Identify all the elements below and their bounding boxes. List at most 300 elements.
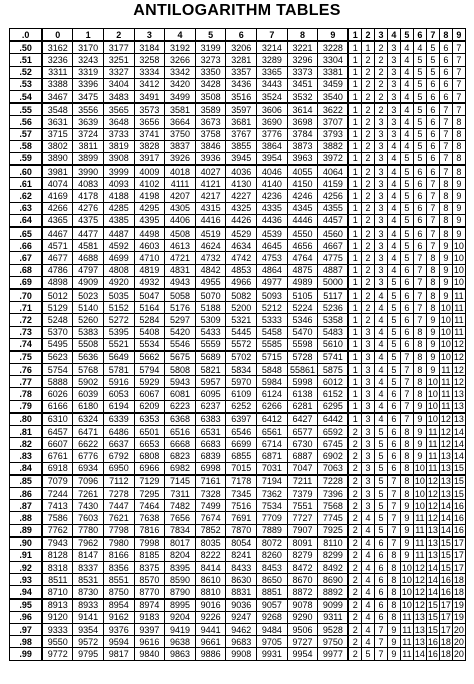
antilog-value-cell: 4121 [195,178,226,190]
table-row [10,202,466,214]
row-label: .52 [10,66,43,78]
antilog-value-cell: 7178 [226,475,257,488]
mean-difference-cell: 3 [374,227,387,240]
antilog-value-cell: 5970 [226,376,257,388]
antilog-value-cell: 4508 [165,227,196,240]
antilog-value-cell: 7447 [103,500,134,512]
mean-difference-cell: 6 [426,90,439,103]
mean-difference-cell: 5 [426,66,439,78]
mean-difference-cell: 8 [413,388,426,400]
mean-difference-cell: 12 [440,426,451,437]
mean-difference-cell: 4 [400,90,413,103]
antilog-value-cell: 9705 [257,636,288,648]
antilog-value-cell: 8710 [42,586,73,599]
row-label: .92 [10,562,43,574]
mean-difference-cell: 12 [453,352,464,363]
antilog-value-cell: 4898 [42,276,73,289]
row-label: .58 [10,140,43,152]
antilog-value-cell: 7345 [226,487,257,499]
antilog-value-cell: 6761 [42,450,73,462]
header-mantissa-col: 8 [287,29,318,42]
antilog-value-cell: 8166 [103,549,134,561]
mean-difference-cell: 7 [400,351,413,364]
mean-difference-cell: 11 [415,525,425,536]
antilog-value-cell: 4667 [318,240,349,252]
antilog-value-cell: 5585 [257,338,288,351]
header-mantissa-col: 1 [73,29,104,42]
antilog-value-cell: 6209 [134,400,165,413]
mean-difference-cell: 7 [439,116,452,128]
row-label: .93 [10,574,43,586]
row-label: .77 [10,376,43,388]
mean-difference-cell: 9 [426,351,439,364]
mean-difference-cell: 5 [387,364,400,376]
mean-difference-cell: 5 [400,202,413,214]
mean-difference-cell: 5 [374,512,387,524]
antilog-value-cell: 4989 [287,276,318,289]
table-row [10,549,466,561]
row-label: .55 [10,103,43,116]
antilog-value-cell: 5808 [165,364,196,376]
mean-difference-cell: 6 [439,54,452,66]
mean-difference-cell: 6 [387,450,400,462]
row-label: .60 [10,165,43,178]
antilog-value-cell: 4875 [287,264,318,276]
antilog-value-cell: 7762 [42,524,73,537]
mean-difference-cell: 2 [348,586,361,599]
mean-difference-cell: 4 [361,512,374,524]
mean-difference-cell: 2 [361,227,374,240]
antilog-value-cell: 3228 [318,41,349,54]
antilog-value-cell: 7499 [195,500,226,512]
mean-difference-cell: 11 [441,401,451,412]
mean-difference-cell: 8 [439,214,452,227]
antilog-value-cell: 5610 [318,338,349,351]
row-label: .56 [10,116,43,128]
antilog-value-cell: 8204 [165,549,196,561]
mean-difference-cell: 7 [413,314,426,326]
mean-difference-cell: 3 [361,475,374,488]
antilog-value-cell: 4753 [257,252,288,264]
antilog-value-cell: 9550 [42,636,73,648]
mean-difference-cell: 2 [348,512,361,524]
mean-difference-cell: 20 [453,636,464,647]
antilog-value-cell: 7295 [134,487,165,499]
antilog-value-cell: 4111 [165,178,196,190]
mean-difference-cell: 2 [348,487,361,499]
antilog-value-cell: 4345 [287,202,318,214]
table-row [10,562,466,574]
antilog-value-cell: 8318 [42,562,73,574]
mean-difference-cell: 8 [413,326,426,338]
mean-difference-cell: 2 [361,240,374,252]
mean-difference-cell: 2 [348,524,361,537]
mean-difference-cell: 13 [440,476,451,487]
mean-difference-cell: 9 [426,364,439,376]
header-mean-diff-col: 4 [387,29,400,42]
antilog-value-cell: 3784 [287,128,318,140]
antilog-value-cell: 6998 [195,462,226,475]
mean-difference-cell: 11 [402,648,412,659]
mean-difference-cell: 3 [361,326,374,338]
antilog-value-cell: 9661 [195,636,226,648]
antilog-value-cell: 9247 [226,611,257,623]
antilog-value-cell: 5715 [257,351,288,364]
mean-difference-cell: 9 [387,624,400,636]
antilog-value-cell: 5875 [318,364,349,376]
header-mean-diff-col: 7 [426,29,439,42]
antilog-value-cell: 3864 [257,140,288,152]
antilog-value-cell: 8414 [195,562,226,574]
antilog-value-cell: 5248 [42,314,73,326]
mean-difference-cell: 8 [387,611,400,623]
antilog-value-cell: 3664 [165,116,196,128]
antilog-value-cell: 4150 [287,178,318,190]
mean-difference-cell: 6 [413,202,426,214]
mean-difference-cell: 4 [387,190,400,202]
mean-difference-cell: 12 [453,376,464,387]
mean-difference-cell: 5 [387,314,400,326]
antilog-value-cell: 6152 [318,388,349,400]
antilog-value-cell: 5470 [287,326,318,338]
mean-difference-cell: 6 [413,190,426,202]
antilog-value-cell: 3954 [257,152,288,165]
antilog-value-cell: 4613 [165,240,196,252]
antilog-value-cell: 8750 [103,586,134,599]
row-label: .74 [10,338,43,351]
antilog-value-cell: 7727 [287,512,318,524]
mean-difference-cell: 5 [400,165,413,178]
mean-difference-cell: 8 [400,438,413,450]
antilog-value-cell: 5333 [257,314,288,326]
antilog-value-cell: 5483 [318,326,349,338]
antilog-value-cell: 4943 [165,276,196,289]
antilog-value-cell: 5649 [103,351,134,364]
mean-difference-cell: 5 [400,152,413,165]
mean-difference-cell: 6 [400,338,413,351]
antilog-value-cell: 7063 [318,462,349,475]
mean-difference-cell: 1 [348,314,361,326]
antilog-value-cell: 9016 [195,599,226,612]
mean-difference-cell: 5 [374,450,387,462]
antilog-value-cell: 5458 [257,326,288,338]
mean-difference-cell: 2 [348,611,361,623]
antilog-value-cell: 3855 [226,140,257,152]
row-label: .54 [10,90,43,103]
table-row [10,624,466,636]
antilog-value-cell: 3882 [318,140,349,152]
antilog-value-cell: 4560 [318,227,349,240]
mean-difference-cell: 8 [413,351,426,364]
antilog-value-cell: 9484 [257,624,288,636]
mean-difference-cell: 2 [348,438,361,450]
antilog-value-cell: 4592 [103,240,134,252]
mean-difference-cell: 3 [387,54,400,66]
header-mean-diff-col: 8 [439,29,452,42]
header-mantissa-col: 5 [195,29,226,42]
mean-difference-cell: 6 [387,438,400,450]
mean-difference-cell: 7 [413,289,426,302]
row-label: .65 [10,227,43,240]
antilog-value-cell: 3802 [42,140,73,152]
mean-difference-cell: 6 [374,549,387,561]
antilog-value-cell: 4159 [318,178,349,190]
mean-difference-cell: 8 [426,276,439,289]
antilog-value-cell: 4130 [226,178,257,190]
mean-difference-cell: 4 [387,252,400,264]
row-label: .86 [10,487,43,499]
mean-difference-cell: 11 [428,426,438,437]
antilog-value-cell: 3459 [318,78,349,90]
mean-difference-cell: 11 [441,389,451,400]
mean-difference-cell: 4 [400,54,413,66]
mean-difference-cell: 8 [452,152,465,165]
mean-difference-cell: 6 [400,276,413,289]
antilog-value-cell: 7568 [318,500,349,512]
antilog-value-cell: 3631 [42,116,73,128]
antilog-value-cell: 5420 [165,326,196,338]
antilog-value-cell: 7244 [42,487,73,499]
mean-difference-cell: 13 [414,624,425,635]
antilog-value-cell: 3758 [195,128,226,140]
antilog-value-cell: 6823 [165,450,196,462]
antilog-value-cell: 5093 [257,289,288,302]
mean-difference-cell: 5 [413,140,426,152]
table-row [10,599,466,612]
mean-difference-cell: 5 [400,214,413,227]
mean-difference-cell: 2 [361,214,374,227]
antilog-value-cell: 6237 [195,400,226,413]
antilog-value-cell: 8730 [73,586,104,599]
mean-difference-cell: 18 [453,574,464,585]
mean-difference-cell: 6 [413,227,426,240]
antilog-value-cell: 4853 [226,264,257,276]
antilog-value-cell: 9863 [165,648,196,660]
table-row [10,264,466,276]
antilog-value-cell: 8851 [257,586,288,599]
antilog-value-cell: 4656 [287,240,318,252]
antilog-value-cell: 5546 [165,338,196,351]
mean-difference-cell: 5 [387,289,400,302]
row-label: .59 [10,152,43,165]
antilog-value-cell: 6699 [226,438,257,450]
antilog-value-cell: 4977 [257,276,288,289]
antilog-value-cell: 5675 [165,351,196,364]
mean-difference-cell: 1 [348,364,361,376]
table-row [10,450,466,462]
table-row [10,214,466,227]
antilog-value-cell: 8091 [287,537,318,550]
antilog-value-cell: 4018 [165,165,196,178]
antilog-value-cell: 7396 [318,487,349,499]
antilog-value-cell: 7638 [134,512,165,524]
mean-difference-cell: 4 [361,574,374,586]
antilog-value-cell: 6053 [103,388,134,400]
antilog-value-cell: 7211 [287,475,318,488]
mean-difference-cell: 7 [413,252,426,264]
row-label: .69 [10,276,43,289]
antilog-value-cell: 4083 [73,178,104,190]
mean-difference-cell: 7 [426,202,439,214]
mean-difference-cell: 8 [400,475,413,488]
table-row [10,140,466,152]
antilog-value-cell: 4036 [226,165,257,178]
antilog-value-cell: 6310 [42,413,73,426]
mean-difference-cell: 9 [400,512,413,524]
antilog-value-cell: 3828 [134,140,165,152]
table-row [10,611,466,623]
mean-difference-cell: 9 [400,537,413,550]
mean-difference-cell: 8 [426,302,439,314]
mean-difference-cell: 2 [348,562,361,574]
mean-difference-cell: 20 [453,624,464,635]
mean-difference-cell: 6 [374,574,387,586]
antilog-value-cell: 8511 [42,574,73,586]
mean-difference-cell: 7 [426,240,439,252]
antilog-value-cell: 6012 [318,376,349,388]
header-mean-diff-col: 3 [374,29,387,42]
antilog-value-cell: 6668 [165,438,196,450]
mean-difference-cell: 12 [414,574,425,585]
antilog-value-cell: 7998 [134,537,165,550]
mean-difference-cell: 11 [428,450,438,461]
antilog-value-cell: 4325 [226,202,257,214]
antilog-value-cell: 4305 [165,202,196,214]
mean-difference-cell: 14 [453,450,464,461]
row-label: .71 [10,302,43,314]
mean-difference-cell: 8 [426,264,439,276]
antilog-value-cell: 6081 [165,388,196,400]
mean-difference-cell: 11 [402,612,412,623]
mean-difference-cell: 6 [400,289,413,302]
antilog-value-cell: 3296 [287,54,318,66]
mean-difference-cell: 3 [374,178,387,190]
antilog-value-cell: 8551 [103,574,134,586]
mean-difference-cell: 5 [400,190,413,202]
antilog-value-cell: 5508 [73,338,104,351]
antilog-value-cell: 6683 [195,438,226,450]
antilog-value-cell: 7852 [195,524,226,537]
table-row [10,252,466,264]
antilog-value-cell: 3475 [73,90,104,103]
mean-difference-cell: 7 [387,500,400,512]
mean-difference-cell: 5 [400,227,413,240]
mean-difference-cell: 9 [387,636,400,648]
mean-difference-cell: 8 [439,227,452,240]
mean-difference-cell: 6 [400,264,413,276]
row-label: .63 [10,202,43,214]
mean-difference-cell: 7 [439,128,452,140]
antilog-value-cell: 3304 [318,54,349,66]
mean-difference-cell: 11 [441,376,451,387]
mean-difference-cell: 3 [387,116,400,128]
mean-difference-cell: 2 [361,78,374,90]
mean-difference-cell: 7 [452,103,465,116]
mean-difference-cell: 17 [440,624,451,635]
antilog-value-cell: 5534 [134,338,165,351]
antilog-value-cell: 3491 [134,90,165,103]
antilog-value-cell: 9616 [134,636,165,648]
row-label: .95 [10,599,43,612]
antilog-value-cell: 4335 [257,202,288,214]
mean-difference-cell: 11 [428,438,438,449]
header-corner: .0 [10,29,43,42]
mean-difference-cell: 4 [361,549,374,561]
antilog-value-cell: 8531 [73,574,104,586]
mean-difference-cell: 7 [452,41,465,54]
mean-difference-cell: 4 [400,140,413,152]
antilog-value-cell: 8974 [134,599,165,612]
antilog-value-cell: 3972 [318,152,349,165]
mean-difference-cell: 4 [413,41,426,54]
mean-difference-cell: 4 [361,636,374,648]
table-row [10,128,466,140]
mean-difference-cell: 6 [439,90,452,103]
mean-difference-cell: 3 [361,351,374,364]
mean-difference-cell: 1 [348,140,361,152]
mean-difference-cell: 13 [427,538,438,549]
mean-difference-cell: 4 [374,413,387,426]
antilog-value-cell: 5035 [103,289,134,302]
mean-difference-cell: 4 [361,599,374,612]
antilog-value-cell: 5297 [165,314,196,326]
table-row [10,326,466,338]
antilog-value-cell: 3273 [195,54,226,66]
mean-difference-cell: 11 [415,550,425,561]
antilog-value-cell: 3373 [287,66,318,78]
row-label: .99 [10,648,43,660]
mean-difference-cell: 10 [440,327,451,338]
mean-difference-cell: 15 [453,463,464,474]
mean-difference-cell: 10 [414,476,425,487]
mean-difference-cell: 6 [400,314,413,326]
antilog-value-cell: 5768 [73,364,104,376]
antilog-value-cell: 4295 [134,202,165,214]
table-row [10,400,466,413]
antilog-value-cell: 4355 [318,202,349,214]
header-mean-diff-col: 6 [413,29,426,42]
row-label: .70 [10,289,43,302]
mean-difference-cell: 10 [453,277,464,288]
antilog-value-cell: 8650 [257,574,288,586]
antilog-value-cell: 4406 [165,214,196,227]
mean-difference-cell: 5 [387,351,400,364]
mean-difference-cell: 2 [348,549,361,561]
antilog-value-cell: 8110 [318,537,349,550]
antilog-value-cell: 6339 [103,413,134,426]
antilog-value-cell: 9638 [165,636,196,648]
mean-difference-cell: 7 [400,413,413,426]
antilog-value-cell: 3917 [134,152,165,165]
mean-difference-cell: 10 [427,401,438,412]
mean-difference-cell: 18 [440,636,451,647]
antilog-value-cell: 4920 [103,276,134,289]
mean-difference-cell: 9 [400,549,413,561]
mean-difference-cell: 12 [427,512,438,523]
mean-difference-cell: 13 [414,612,425,623]
row-label: .53 [10,78,43,90]
antilog-value-cell: 3606 [257,103,288,116]
mean-difference-cell: 11 [454,302,464,313]
antilog-value-cell: 3724 [73,128,104,140]
mean-difference-cell: 4 [374,351,387,364]
antilog-value-cell: 6427 [287,413,318,426]
antilog-value-cell: 8241 [226,549,257,561]
mean-difference-cell: 16 [453,500,464,511]
antilog-value-cell: 7112 [103,475,134,488]
antilog-value-cell: 3597 [226,103,257,116]
mean-difference-cell: 9 [413,400,426,413]
